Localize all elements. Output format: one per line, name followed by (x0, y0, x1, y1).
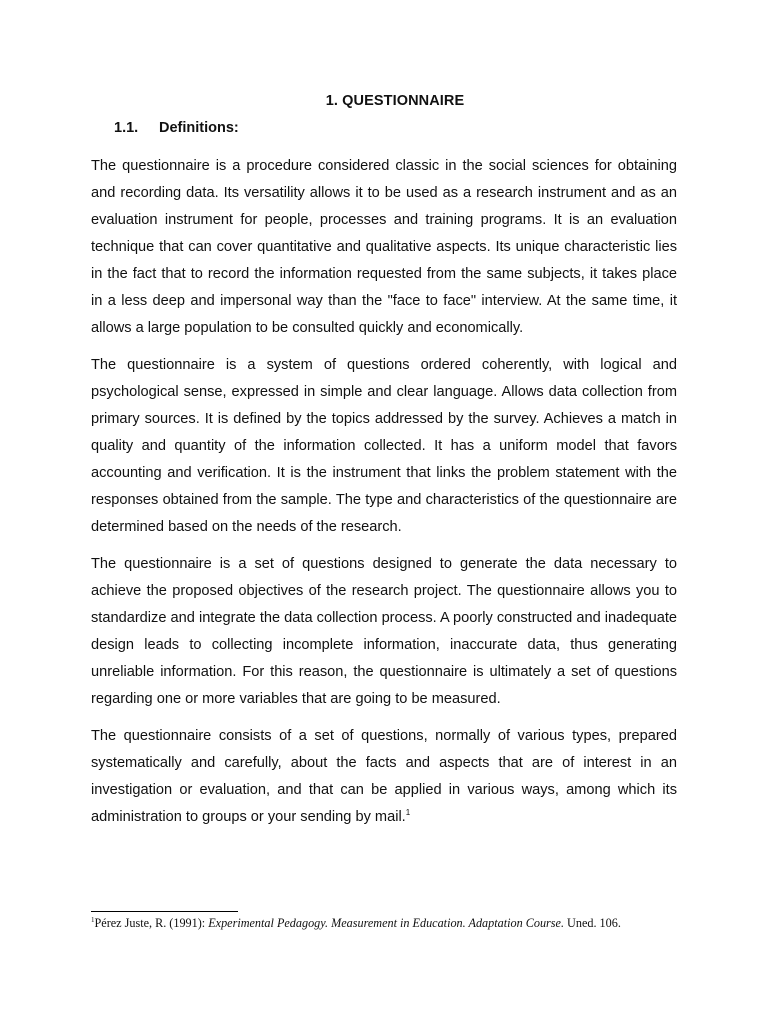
section-heading (114, 120, 239, 136)
paragraph: The questionnaire is a set of questions designed to generate the data necessary to achieve the proposed objectives of the research project. The questionnaire allows you to standardize and integrate the data collection process. A poorly constructed and inadequate design leads to collecting incomplete information, inaccurate data, thus generating unreliable information. For this reason, the questionnaire is ultimately a set of questions regarding one or more variables that are going to be measured. (91, 556, 677, 707)
paragraph: The questionnaire is a system of questions ordered coherently, with logical and psychological sense, expressed in simple and clear language. Allows data collection from primary sources. It is defined by the topics addressed by the survey. Achieves a match in quality and quantity of the information collected. It has a uniform model that favors accounting and verification. It is the instrument that links the problem statement with the responses obtained from the sample. The type and characteristics of the questionnaire are determined based on the needs of the research. (91, 357, 677, 535)
body-text (91, 153, 677, 841)
footnote-publisher: Uned. 106. (564, 916, 621, 930)
paragraph-text: The questionnaire consists of a set of questions, normally of various types, prepared systematically and carefully, about the facts and aspects that are of interest in an investigation or evaluation, and that can be applied in various ways, among which its administration to groups or your sending by mail. (91, 728, 677, 825)
footnote-title: Experimental Pedagogy. Measurement in Education. Adaptation Course. (208, 916, 564, 930)
footnote (91, 916, 621, 931)
footnote-reference[interactable]: 1 (405, 808, 411, 818)
footnote-marker: 1 (91, 915, 95, 924)
section-number: 1.1. (114, 120, 139, 136)
chapter-title: 1. QUESTIONNAIRE (325, 93, 465, 109)
section-title: Definitions: (159, 120, 239, 136)
footnote-author: Pérez Juste, R. (1991): (94, 916, 209, 930)
paragraph: The questionnaire is a procedure considered classic in the social sciences for obtaining and recording data. Its versatility allows it to be used as a research instrument and as an evaluation instrument for people, processes and training programs. It is an evaluation technique that can cover quantitative and qualitative aspects. Its unique characteristic lies in the fact that to record the information requested from the same subjects, it takes place in a less deep and impersonal way than the "face to face" interview. At the same time, it allows a large population to be consulted quickly and economically. (91, 158, 677, 336)
paragraph (91, 723, 677, 831)
footnote-divider (91, 911, 238, 912)
